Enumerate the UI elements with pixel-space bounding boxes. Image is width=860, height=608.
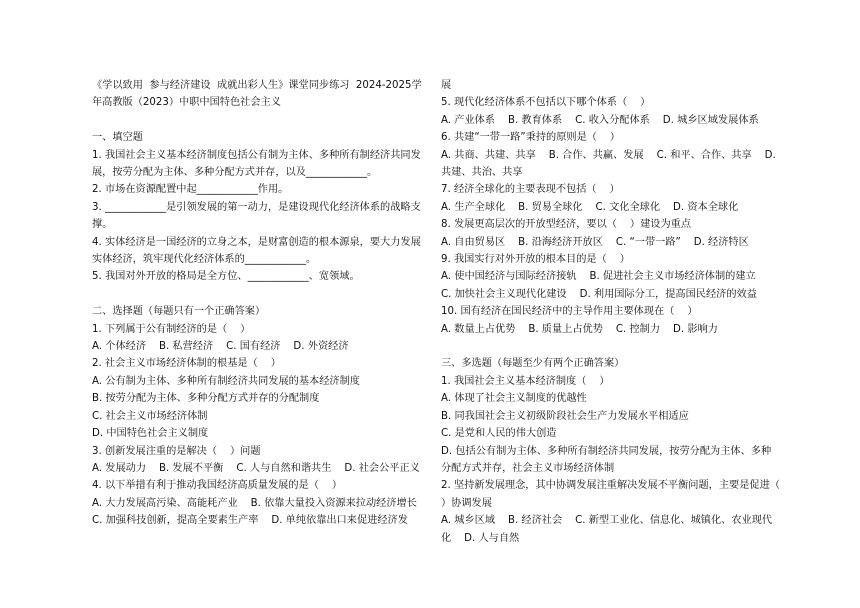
multi-question-1-option-d: D. 包括公有制为主体、多种所有制经济共同发展，按劳分配为主体、多种分配方式并存，社会主义市场经济体制: [441, 445, 772, 474]
choice-question-9-options-cd: C. 加快社会主义现代化建设 D. 利用国际分工，提高国民经济的效益: [441, 288, 757, 300]
choice-question-6: 6. 共建“一带一路”秉持的原则是（ ）: [441, 132, 621, 144]
fill-question-1: 1. 我国社会主义基本经济制度包括公有制为主体、多种所有制经济共同发展，按劳分配为主体、多种分配方式并存，以及____________。: [92, 149, 421, 179]
multi-question-1-option-b: B. 同我国社会主义初级阶段社会生产力发展水平相适应: [441, 410, 689, 422]
left-column: [92, 77, 428, 530]
fill-question-5: 5. 我国对外开放的格局是全方位、____________、宽领域。: [92, 271, 360, 283]
choice-question-9-options-ab: A. 使中国经济与国际经济接轨 B. 促进社会主义市场经济体制的建立: [441, 271, 756, 283]
choice-question-4-options-ab: A. 大力发展高污染、高能耗产业 B. 依靠大量投入资源来拉动经济增长: [92, 497, 417, 509]
section-heading-fill-blank: 一、填空题: [92, 132, 143, 144]
multi-question-1-option-c: C. 是党和人民的伟大创造: [441, 428, 557, 440]
choice-question-4: 4. 以下举措有利于推动我国经济高质量发展的是（ ）: [92, 480, 343, 492]
choice-question-1-options: A. 个体经济 B. 私营经济 C. 国有经济 D. 外资经济: [92, 341, 349, 353]
right-column: [441, 77, 793, 547]
choice-question-5: 5. 现代化经济体系不包括以下哪个体系（ ）: [441, 97, 651, 109]
choice-question-10: 10. 国有经济在国民经济中的主导作用主要体现在（ ）: [441, 306, 698, 318]
fill-question-2: 2. 市场在资源配置中起____________作用。: [92, 184, 289, 196]
choice-question-1: 1. 下列属于公有制经济的是（ ）: [92, 323, 251, 335]
choice-question-3-options: A. 发展动力 B. 发展不平衡 C. 人与自然和谐共生 D. 社会公平正义: [92, 462, 420, 474]
choice-question-4-options-cd: C. 加强科技创新，提高全要素生产率 D. 单纯依靠出口来促进经济发: [92, 515, 408, 527]
continued-text: 展: [441, 80, 452, 91]
section-heading-single-choice: 二、选择题（每题只有一个正确答案）: [92, 306, 266, 318]
multi-question-1-option-a: A. 体现了社会主义制度的优越性: [441, 393, 587, 405]
choice-question-2-option-d: D. 中国特色社会主义制度: [92, 428, 209, 440]
choice-question-2-option-a: A. 公有制为主体、多种所有制经济共同发展的基本经济制度: [92, 375, 360, 387]
choice-question-2-option-c: C. 社会主义市场经济体制: [92, 410, 208, 422]
document-title: 《学以致用 参与经济建设 成就出彩人生》课堂同步练习 2024-2025学年高教版（2023）中职中国特色社会主义: [92, 80, 422, 109]
multi-question-2: 2. 坚持新发展理念，其中协调发展注重解决发展不平衡问题，主要是促进（ ）协调发展: [441, 480, 793, 509]
multi-question-1: 1. 我国社会主义基本经济制度（ ）: [441, 375, 610, 387]
choice-question-6-options: A. 共商、共建、共享 B. 合作、共赢、发展 C. 和平、合作、共享 D. 共建、共治、共享: [441, 149, 780, 179]
choice-question-5-options: A. 产业体系 B. 教育体系 C. 收入分配体系 D. 城乡区域发展体系: [441, 114, 759, 126]
section-heading-multi-choice: 三、多选题（每题至少有两个正确答案）: [441, 358, 625, 370]
choice-question-9: 9. 我国实行对外开放的根本目的是（ ）: [441, 254, 630, 266]
choice-question-10-options: A. 数量上占优势 B. 质量上占优势 C. 控制力 D. 影响力: [441, 323, 718, 335]
choice-question-3: 3. 创新发展注重的是解决（ ）问题: [92, 445, 261, 457]
fill-question-3: 3. ____________是引领发展的第一动力，是建设现代化经济体系的战略支撑。: [92, 201, 421, 231]
multi-question-2-options: A. 城乡区域 B. 经济社会 C. 新型工业化、信息化、城镇化、农业现代化 D. 人与自然: [441, 515, 773, 544]
fill-question-4: 4. 实体经济是一国经济的立身之本，是财富创造的根本源泉，要大力发展实体经济，筑牢现代化经济体系的____________。: [92, 236, 421, 266]
choice-question-7: 7. 经济全球化的主要表现不包括（ ）: [441, 184, 620, 196]
choice-question-7-options: A. 生产全球化 B. 贸易全球化 C. 文化全球化 D. 资本全球化: [441, 201, 739, 213]
choice-question-2-option-b: B. 按劳分配为主体、多种分配方式并存的分配制度: [92, 393, 320, 405]
choice-question-8: 8. 发展更高层次的开放型经济，要以（ ）建设为重点: [441, 219, 692, 231]
choice-question-2: 2. 社会主义市场经济体制的根基是（ ）: [92, 358, 281, 370]
choice-question-8-options: A. 自由贸易区 B. 沿海经济开放区 C. “一带一路” D. 经济特区: [441, 236, 749, 248]
